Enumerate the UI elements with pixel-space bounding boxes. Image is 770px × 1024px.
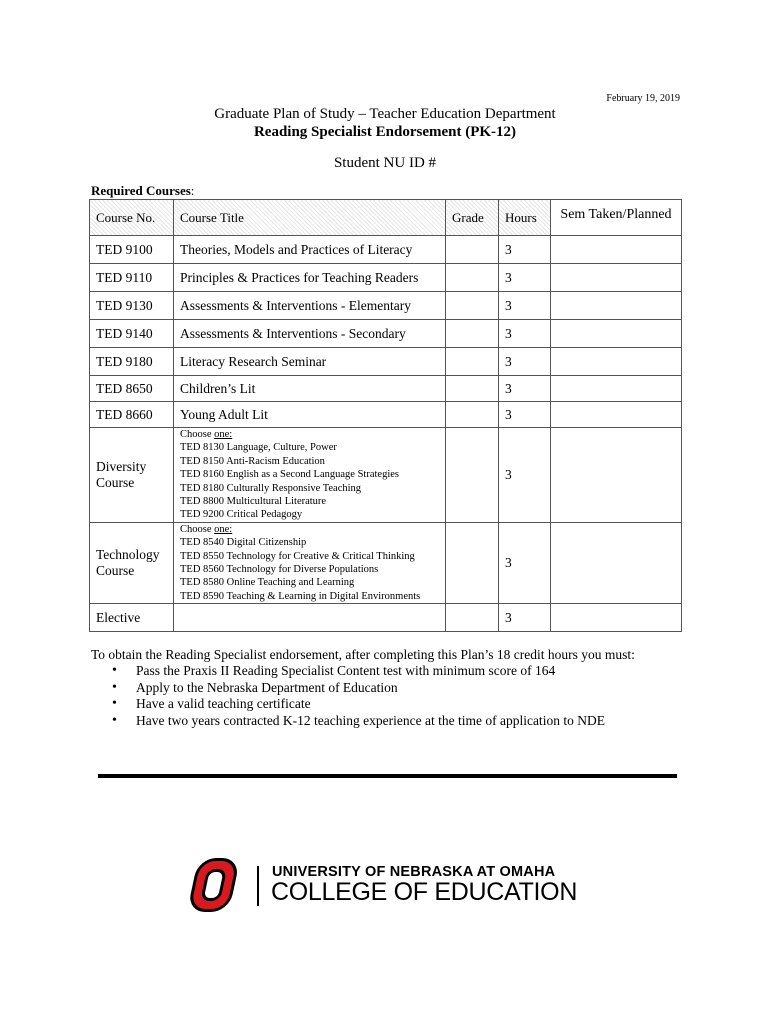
sem-cell[interactable]: [551, 402, 682, 428]
university-name: UNIVERSITY OF NEBRASKA AT OMAHA: [272, 864, 556, 880]
grade-cell[interactable]: [446, 376, 499, 402]
hours-cell: 3: [499, 320, 551, 348]
required-courses-heading: Required Courses:: [91, 183, 195, 198]
student-id-label: Student NU ID #: [333, 155, 437, 171]
sem-cell[interactable]: [551, 348, 682, 376]
grade-cell[interactable]: [446, 264, 499, 292]
hours-cell: 3: [499, 264, 551, 292]
option-item: TED 8550 Technology for Creative & Critical Thinking: [180, 550, 415, 562]
sem-cell[interactable]: [551, 604, 682, 632]
header-sem-taken: Sem Taken/Planned: [551, 200, 682, 236]
option-item: TED 8150 Anti-Racism Education: [180, 455, 325, 467]
course-title: Theories, Models and Practices of Literacy: [174, 236, 446, 264]
course-title: Assessments & Interventions - Elementary: [174, 292, 446, 320]
table-row: [90, 376, 682, 402]
option-item: TED 8130 Language, Culture, Power: [180, 442, 337, 454]
hours-cell: 3: [499, 522, 551, 603]
technology-row: [90, 522, 682, 603]
diversity-options: [174, 428, 446, 523]
elective-row: [90, 604, 682, 632]
sem-cell[interactable]: [551, 264, 682, 292]
list-item: • Pass the Praxis II Reading Specialist Content test with minimum score of 164: [108, 663, 605, 680]
sem-cell[interactable]: [551, 376, 682, 402]
course-no: TED 8650: [90, 376, 174, 402]
hours-cell: 3: [499, 292, 551, 320]
choose-one-label: Choose one:: [180, 523, 233, 535]
grade-cell[interactable]: [446, 522, 499, 603]
hours-cell: 3: [499, 376, 551, 402]
grade-cell[interactable]: [446, 402, 499, 428]
course-title: Assessments & Interventions - Secondary: [174, 320, 446, 348]
course-title: Young Adult Lit: [174, 402, 446, 428]
course-no: TED 9100: [90, 236, 174, 264]
option-item: TED 9200 Critical Pedagogy: [180, 509, 303, 521]
diversity-row: [90, 428, 682, 523]
table-row: [90, 236, 682, 264]
table-header-row: [90, 200, 682, 236]
requirements-list: [108, 663, 605, 729]
header-course-no: Course No.: [90, 200, 174, 236]
table-row: [90, 264, 682, 292]
page-subtitle: Reading Specialist Endorsement (PK-12): [253, 124, 517, 140]
hours-cell: 3: [499, 402, 551, 428]
logo-divider: [257, 866, 259, 906]
hours-cell: 3: [499, 428, 551, 523]
hours-cell: 3: [499, 236, 551, 264]
grade-cell[interactable]: [446, 236, 499, 264]
course-no: TED 9130: [90, 292, 174, 320]
header-grade: Grade: [446, 200, 499, 236]
elective-title-cell[interactable]: [174, 604, 446, 632]
option-item: TED 8560 Technology for Diverse Populations: [180, 564, 379, 576]
course-no: TED 8660: [90, 402, 174, 428]
document-date: February 19, 2019: [606, 93, 680, 104]
option-item: TED 8160 English as a Second Language Strategies: [180, 469, 399, 481]
option-item: TED 8590 Teaching & Learning in Digital Environments: [180, 590, 421, 602]
course-title: Principles & Practices for Teaching Readers: [174, 264, 446, 292]
divider: [98, 774, 677, 778]
list-item: • Have a valid teaching certificate: [108, 696, 605, 713]
table-row: [90, 348, 682, 376]
option-item: TED 8180 Culturally Responsive Teaching: [180, 482, 362, 494]
elective-label: Elective: [90, 604, 174, 632]
grade-cell[interactable]: [446, 348, 499, 376]
requirements-intro: To obtain the Reading Specialist endorsement, after completing this Plan’s 18 credit hours you must:: [91, 647, 635, 662]
sem-cell[interactable]: [551, 320, 682, 348]
uno-o-logo-icon: [185, 855, 245, 915]
table-row: [90, 402, 682, 428]
grade-cell[interactable]: [446, 428, 499, 523]
list-item: • Apply to the Nebraska Department of Education: [108, 680, 605, 697]
sem-cell[interactable]: [551, 428, 682, 523]
grade-cell[interactable]: [446, 320, 499, 348]
hours-cell: 3: [499, 604, 551, 632]
college-name: COLLEGE OF EDUCATION: [271, 878, 578, 906]
course-no: TED 9140: [90, 320, 174, 348]
sem-cell[interactable]: [551, 236, 682, 264]
table-row: [90, 292, 682, 320]
course-no: TED 9180: [90, 348, 174, 376]
hours-cell: 3: [499, 348, 551, 376]
header-course-title: Course Title: [174, 200, 446, 236]
choose-one-label: Choose one:: [180, 429, 233, 440]
grade-cell[interactable]: [446, 604, 499, 632]
header-hours: Hours: [499, 200, 551, 236]
option-item: TED 8580 Online Teaching and Learning: [180, 577, 355, 589]
course-title: Literacy Research Seminar: [174, 348, 446, 376]
grade-cell[interactable]: [446, 292, 499, 320]
diversity-label: Diversity Course: [90, 428, 174, 523]
sem-cell[interactable]: [551, 292, 682, 320]
list-item: • Have two years contracted K-12 teaching experience at the time of application to NDE: [108, 713, 605, 730]
option-item: TED 8540 Digital Citizenship: [180, 537, 307, 549]
technology-options: [174, 522, 446, 603]
course-no: TED 9110: [90, 264, 174, 292]
technology-label: Technology Course: [90, 522, 174, 603]
sem-cell[interactable]: [551, 522, 682, 603]
course-title: Children’s Lit: [174, 376, 446, 402]
course-table: [89, 199, 682, 632]
page-title: Graduate Plan of Study – Teacher Education Department: [214, 106, 556, 122]
table-row: [90, 320, 682, 348]
option-item: TED 8800 Multicultural Literature: [180, 496, 327, 508]
